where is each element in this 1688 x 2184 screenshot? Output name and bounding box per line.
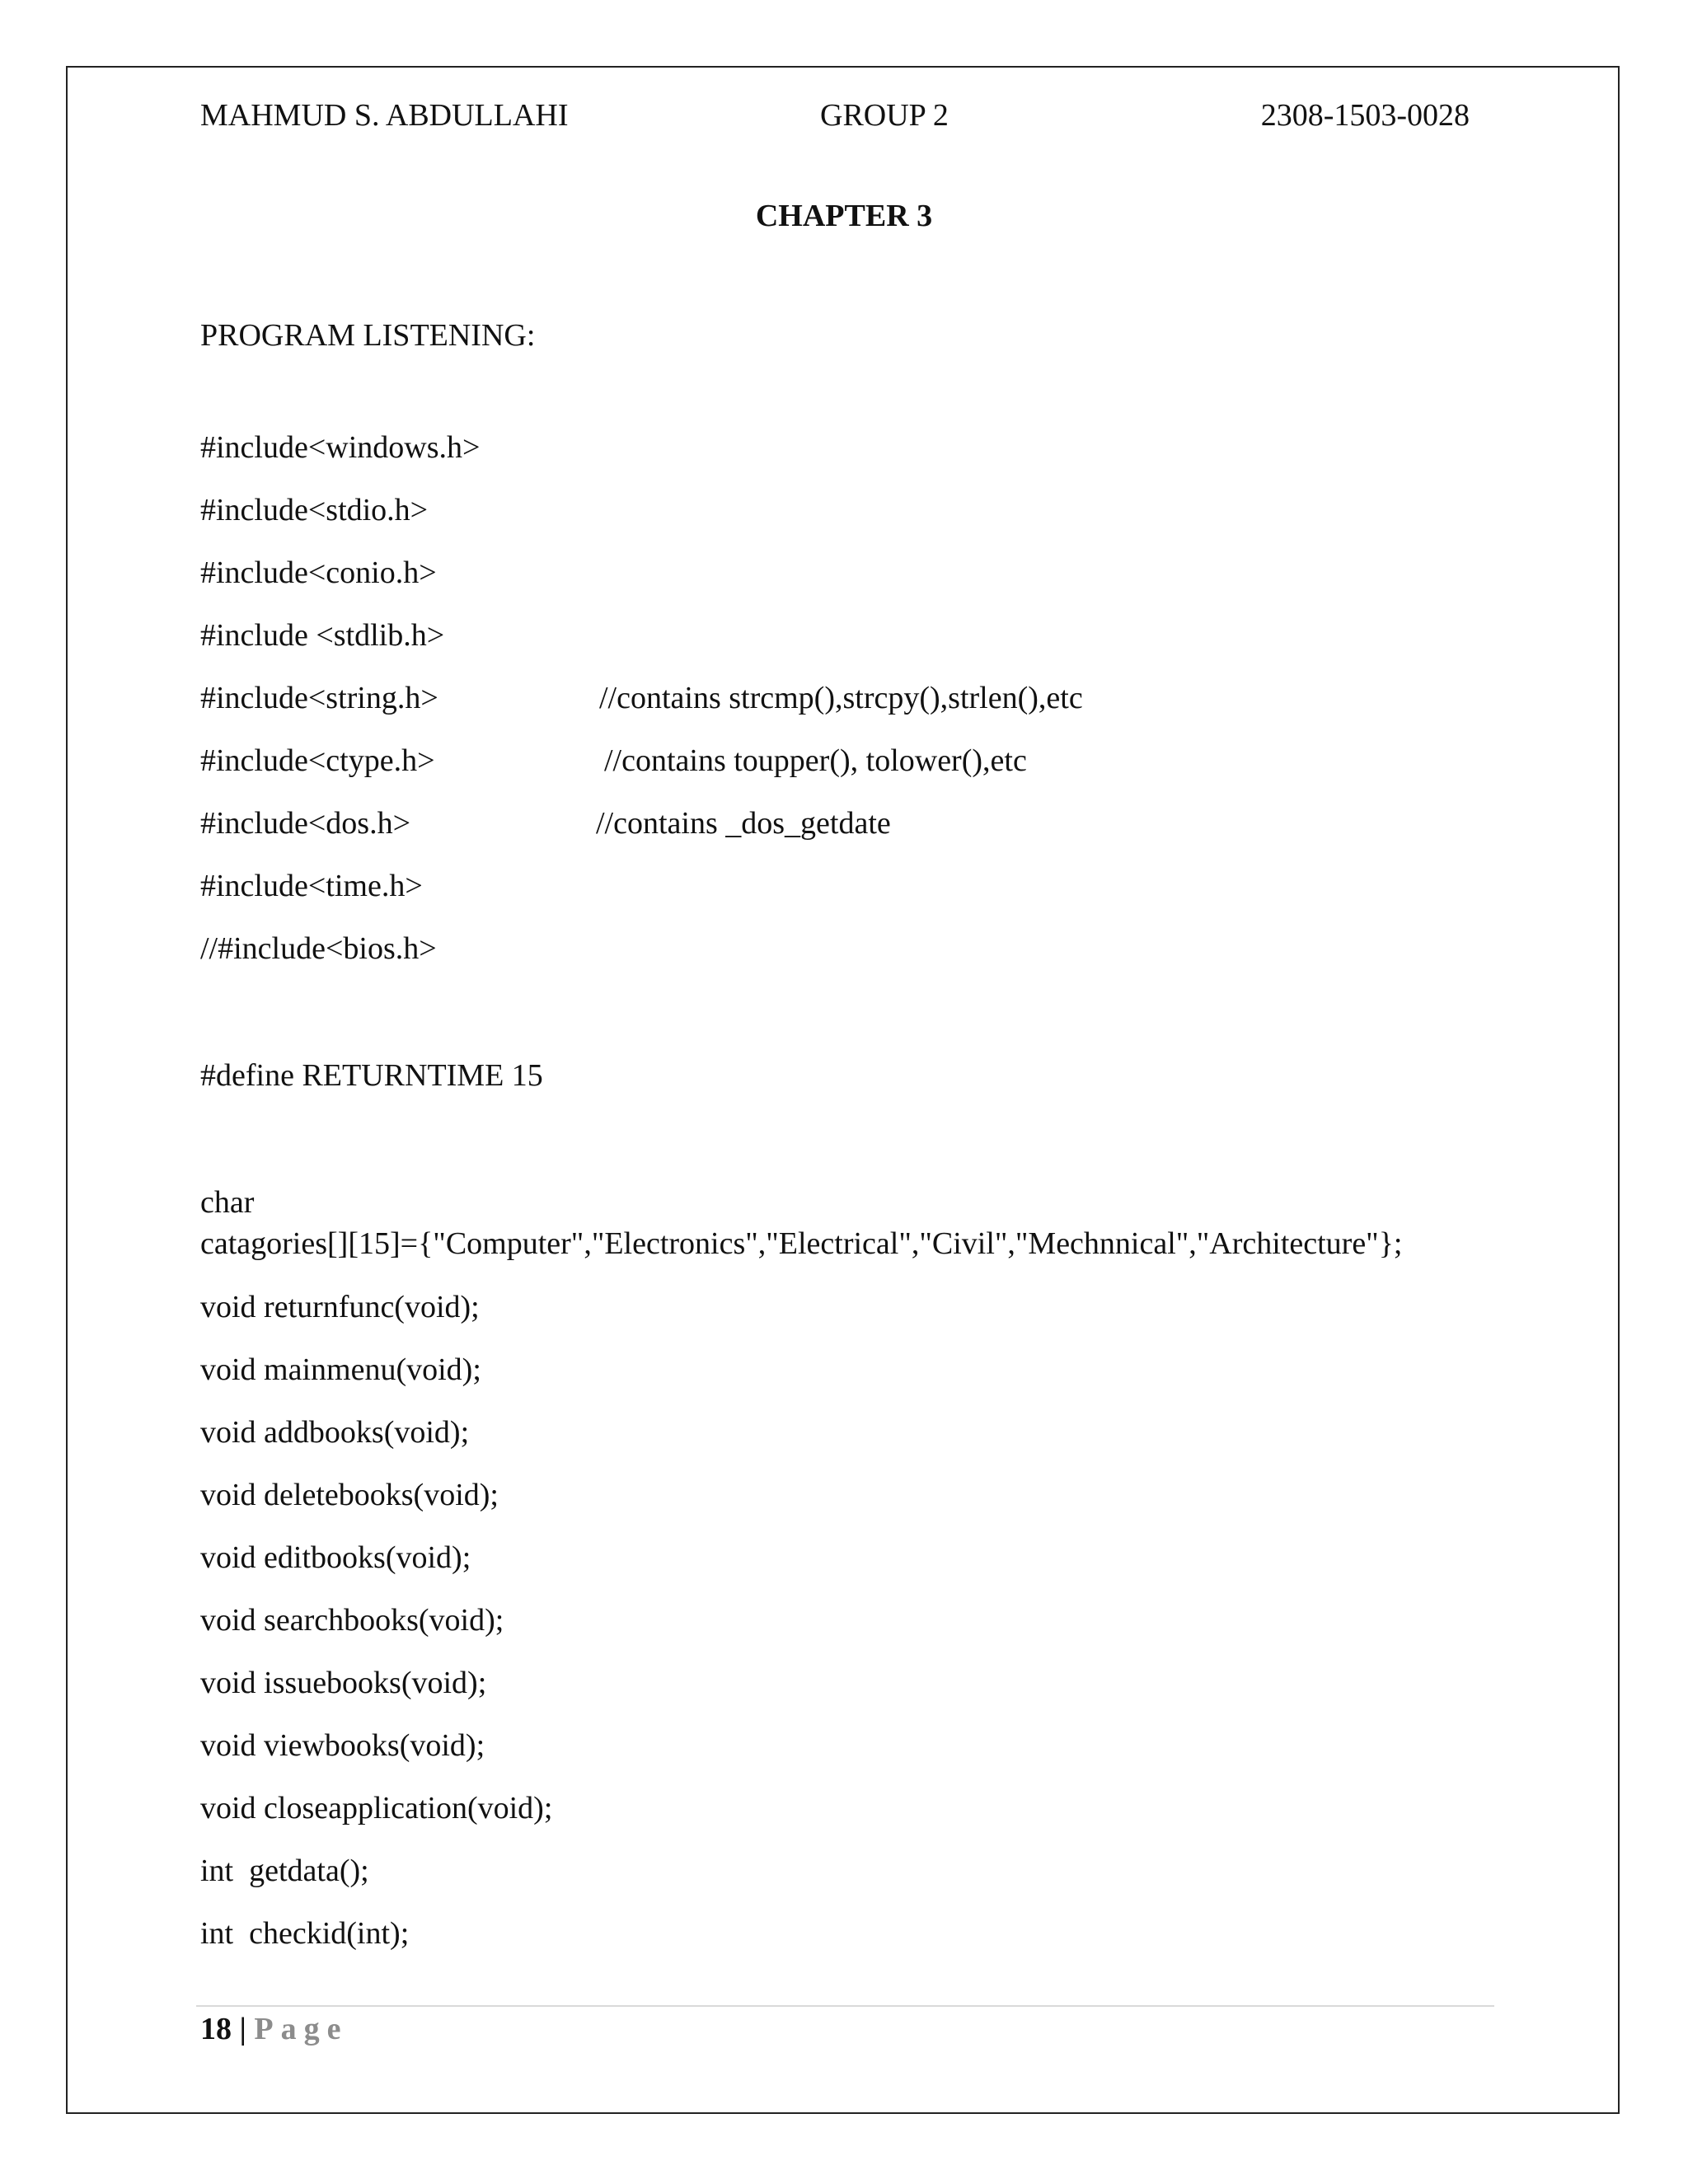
code-comment: //contains _dos_getdate <box>596 806 891 841</box>
code-line-include: #include<stdio.h> <box>200 493 429 527</box>
code-line-prototype: int getdata(); <box>200 1854 369 1888</box>
section-heading: PROGRAM LISTENING: <box>200 318 536 353</box>
code-line-prototype: int checkid(int); <box>200 1916 410 1951</box>
header-group: GROUP 2 <box>820 98 949 133</box>
footer-page-label: Page <box>254 2012 349 2046</box>
code-comment: //contains toupper(), tolower(),etc <box>604 743 1027 778</box>
code-line-prototype: void viewbooks(void); <box>200 1728 485 1763</box>
header-author-name: MAHMUD S. ABDULLAHI <box>200 98 569 133</box>
code-line-include: #include<dos.h> <box>200 806 410 841</box>
code-line-include: #include<time.h> <box>200 869 423 903</box>
code-line-define: #define RETURNTIME 15 <box>200 1058 543 1093</box>
code-line-include: #include<conio.h> <box>200 555 437 590</box>
code-line-prototype: void deletebooks(void); <box>200 1478 499 1512</box>
header-student-id: 2308-1503-0028 <box>1260 98 1470 133</box>
code-line-char: char <box>200 1185 255 1220</box>
code-line-prototype: void mainmenu(void); <box>200 1352 481 1387</box>
code-line-prototype: void closeapplication(void); <box>200 1791 553 1825</box>
code-line-prototype: void searchbooks(void); <box>200 1603 504 1638</box>
code-line-include: #include<windows.h> <box>200 430 481 465</box>
page-footer <box>200 2011 348 2047</box>
chapter-title: CHAPTER 3 <box>755 199 933 233</box>
code-line-prototype: void addbooks(void); <box>200 1415 470 1450</box>
code-line-include: #include<ctype.h> <box>200 743 435 778</box>
code-comment: //contains strcmp(),strcpy(),strlen(),etc <box>599 681 1083 715</box>
code-line-include: #include<string.h> <box>200 681 438 715</box>
code-line-include: #include <stdlib.h> <box>200 618 445 653</box>
code-line-char-array: catagories[][15]={"Computer","Electronics","Electrical","Civil","Mechnnical","Architecture"}; <box>200 1226 1403 1261</box>
page-number: 18 <box>200 2012 232 2046</box>
code-line-prototype: void issuebooks(void); <box>200 1666 487 1700</box>
code-line-prototype: void returnfunc(void); <box>200 1290 480 1324</box>
code-line-include: //#include<bios.h> <box>200 931 437 966</box>
footer-divider <box>196 2005 1494 2007</box>
page-header <box>200 97 1470 138</box>
code-line-prototype: void editbooks(void); <box>200 1540 471 1575</box>
footer-separator: | <box>239 2012 246 2046</box>
